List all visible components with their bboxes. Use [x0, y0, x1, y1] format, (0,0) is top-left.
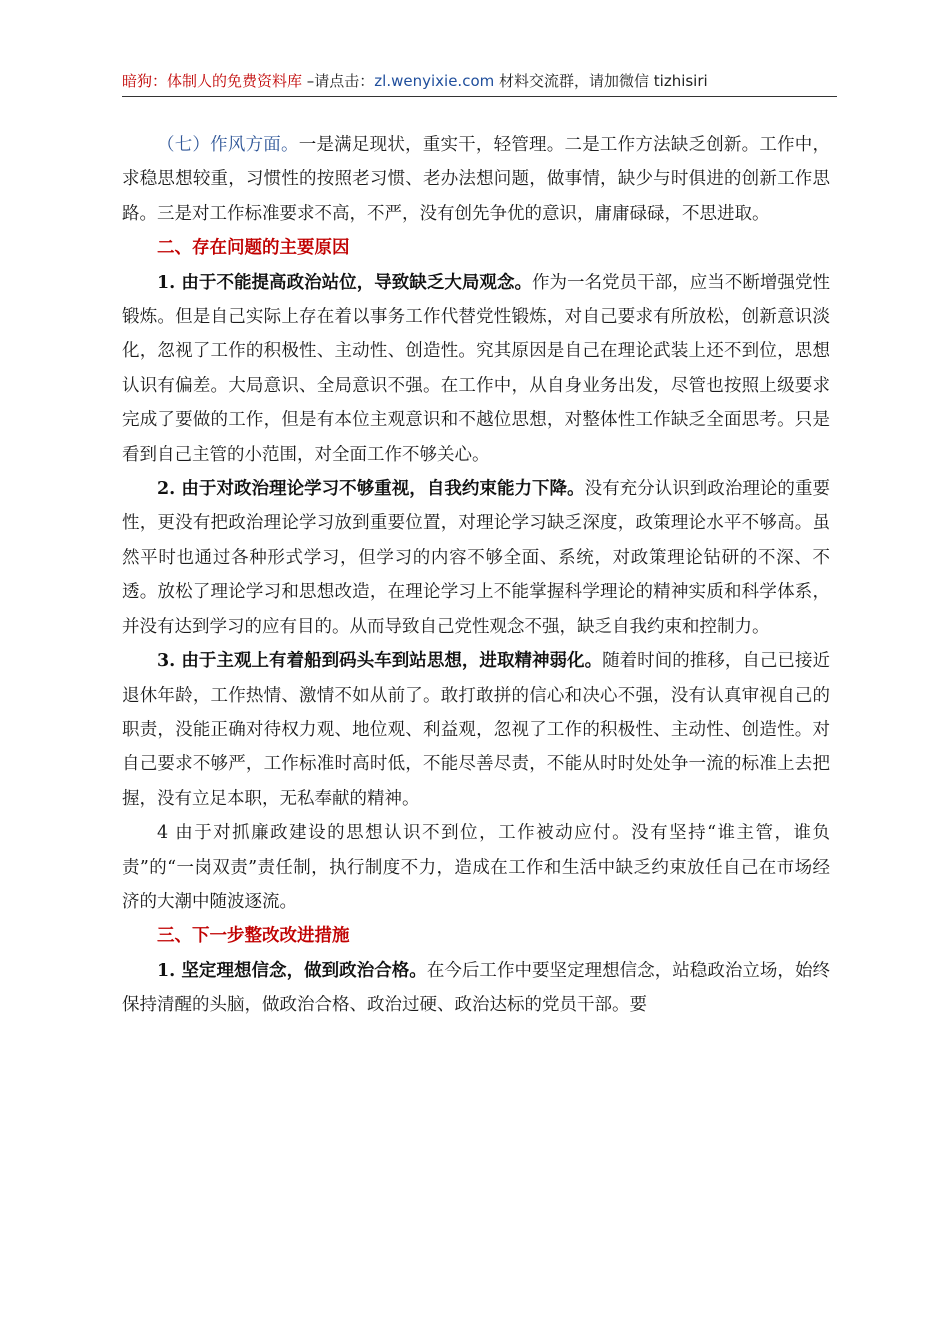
header-click-prompt: –请点击： [302, 72, 375, 90]
paragraph-lead: 1. 坚定理想信念，做到政治合格。 [157, 960, 427, 981]
section-heading-causes: 二、存在问题的主要原因 [157, 238, 350, 259]
header-divider [122, 96, 837, 97]
paragraph-lead: 2. 由于对政治理论学习不够重视，自我约束能力下降。 [157, 479, 585, 500]
page-header [122, 68, 837, 94]
paragraph-cause-4: 4 由于对抓廉政建设的思想认识不到位，工作被动应付。没有坚持“谁主管，谁负责”的“一岗双责”责任制，执行制度不力，造成在工作和生活中缺乏约束放任自己在市场经济的大潮中随波逐流。 [122, 823, 830, 912]
paragraph-work-style [122, 128, 830, 231]
header-site-url[interactable]: zl.wenyixie.com [374, 72, 495, 90]
section-heading-measures: 三、下一步整改改进措施 [157, 926, 350, 947]
paragraph-lead: 1. 由于不能提高政治站位，导致缺乏大局观念。 [157, 272, 532, 293]
paragraph-lead: 3. 由于主观上有着船到码头车到站思想，进取精神弱化。 [157, 651, 603, 672]
paragraph-cause-2 [122, 472, 830, 644]
header-site-name: 暗狗：体制人的免费资料库 [122, 72, 303, 90]
paragraph-text: 作为一名党员干部，应当不断增强党性锻炼。但是自己实际上存在着以事务工作代替党性锻炼，对自己要求有所放松，创新意识淡化，忽视了工作的积极性、主动性、创造性。究其原因是自己在理论武装上还不到位，思想认识有偏差。大局意识、全局意识不强。在工作中，从自身业务出发，尽管也按照上级要求完成了要做的工作，但是有本位主观意识和不越位思想，对整体性工作缺乏全面思考。只是看到自己主管的小范围，对全面工作不够关心。 [122, 272, 830, 465]
header-wechat-note: 材料交流群，请加微信 tizhisiri [494, 72, 708, 90]
paragraph-cause-1 [122, 266, 830, 472]
paragraph-lead: （七）作风方面。 [157, 135, 299, 155]
document-body [122, 128, 830, 1023]
paragraph-text: 随着时间的推移，自己已接近退休年龄，工作热情、激情不如从前了。敢打敢拼的信心和决心不强，没有认真审视自己的职责，没能正确对待权力观、地位观、利益观，忽视了工作的积极性、主动性、创造性。对自己要求不够严，工作标准时高时低，不能尽善尽责，不能从时时处处争一流的标准上去把握，没有立足本职，无私奉献的精神。 [122, 651, 830, 809]
paragraph-text: 一是满足现状，重实干，轻管理。二是工作方法缺乏创新。工作中，求稳思想较重，习惯性的按照老习惯、老办法想问题，做事情，缺少与时俱进的创新工作思路。三是对工作标准要求不高，不严，没有创先争优的意识，庸庸碌碌，不思进取。 [122, 135, 831, 224]
paragraph-text: 没有充分认识到政治理论的重要性，更没有把政治理论学习放到重要位置，对理论学习缺乏深度，政策理论水平不够高。虽然平时也通过各种形式学习，但学习的内容不够全面、系统，对政策理论钻研的不深、不透。放松了理论学习和思想改造，在理论学习上不能掌握科学理论的精神实质和科学体系，并没有达到学习的应有目的。从而导致自己党性观念不强，缺乏自我约束和控制力。 [122, 479, 830, 637]
paragraph-text: 在今后工作中要坚定理想信念，站稳政治立场，始终保持清醒的头脑，做政治合格、政治过硬、政治达标的党员干部。要 [122, 960, 830, 1016]
paragraph-measure-1 [122, 954, 830, 1023]
paragraph-cause-3 [122, 644, 830, 816]
